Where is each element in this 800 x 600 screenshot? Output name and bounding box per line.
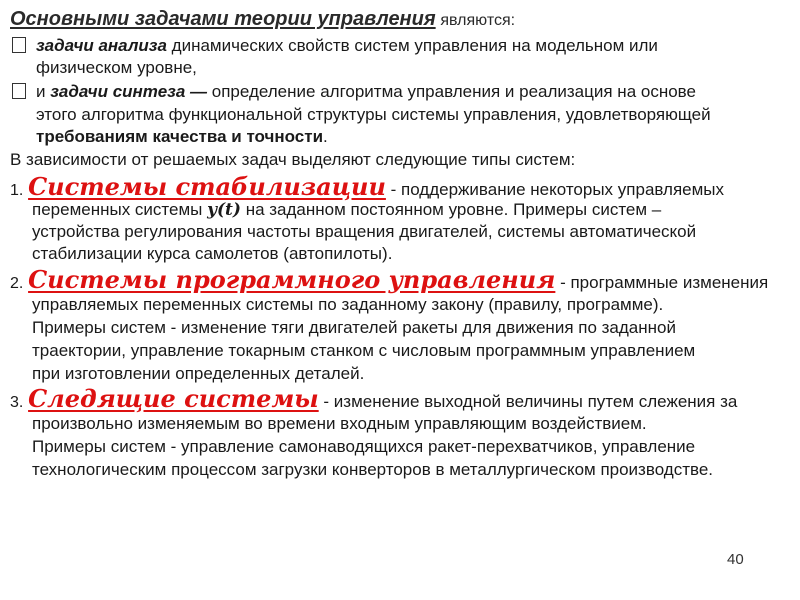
- slide-title-tail: являются:: [440, 12, 516, 29]
- type-1-desc: - поддерживание некоторых управляемых: [390, 180, 725, 199]
- type-1-number: 1.: [10, 182, 24, 199]
- bullet-analysis: [12, 35, 658, 57]
- bullet-analysis-line2: физическом уровне,: [36, 58, 197, 77]
- type-3-number: 3.: [10, 394, 24, 411]
- type-3-line2: произвольно изменяемым во времени входным управляющим воздействием.: [32, 414, 647, 433]
- type-1-line4: стабилизации курса самолетов (автопилоты).: [32, 244, 393, 263]
- bullet-synthesis-emph: задачи синтеза —: [50, 82, 208, 101]
- bullet-synthesis: [12, 81, 696, 103]
- intro-text: В зависимости от решаемых задач выделяют следующие типы систем:: [10, 150, 576, 169]
- slide-title: Основными задачами теории управления: [10, 8, 436, 30]
- page-number: 40: [727, 551, 744, 568]
- type-2-heading: [10, 267, 768, 297]
- checkbox-square-icon: [12, 37, 26, 53]
- type-3-line3: Примеры систем - управление самонаводящихся ракет-перехватчиков, управление: [32, 437, 696, 456]
- type-3-title: Следящие системы: [28, 384, 319, 413]
- type-2-title: Системы программного управления: [28, 265, 556, 294]
- bullet-synthesis-lead: и: [36, 82, 46, 101]
- bullet-analysis-text: динамических свойств систем управления на модельном или: [171, 36, 658, 55]
- type-3-line4: технологическим процессом загрузки конверторов в металлургическом производстве.: [32, 460, 713, 479]
- bullet-synthesis-line2: этого алгоритма функциональной структуры системы управления, удовлетворяющей: [36, 105, 711, 124]
- type-2-line4: траектории, управление токарным станком с числовым программным управлением: [32, 341, 696, 360]
- type-2-desc: - программные изменения: [560, 273, 769, 292]
- type-1-line2: переменных системы y(t) на заданном постоянном уровне. Примеры систем –: [32, 200, 662, 220]
- type-2-number: 2.: [10, 275, 24, 292]
- type-2-line3: Примеры систем - изменение тяги двигателей ракеты для движения по заданной: [32, 318, 676, 337]
- header-line: [10, 8, 515, 32]
- type-1-line3: устройства регулирования частоты вращения двигателей, системы автоматической: [32, 222, 697, 241]
- type-2-line5: при изготовлении определенных деталей.: [32, 364, 365, 383]
- type-1-title: Системы стабилизации: [28, 172, 386, 201]
- bullet-analysis-emph: задачи анализа: [36, 36, 167, 55]
- bullet-synthesis-text: определение алгоритма управления и реализация на основе: [211, 82, 696, 101]
- checkbox-square-icon: [12, 83, 26, 99]
- formula-y-t: y(t): [207, 200, 241, 220]
- quality-phrase: требованиям качества и точности: [36, 127, 324, 146]
- type-2-line2: управляемых переменных системы по заданному закону (правилу, программе).: [32, 295, 664, 314]
- bullet-synthesis-line3: требованиям качества и точности.: [36, 127, 328, 146]
- type-3-desc: - изменение выходной величины путем слежения за: [323, 392, 738, 411]
- type-3-heading: [10, 386, 737, 416]
